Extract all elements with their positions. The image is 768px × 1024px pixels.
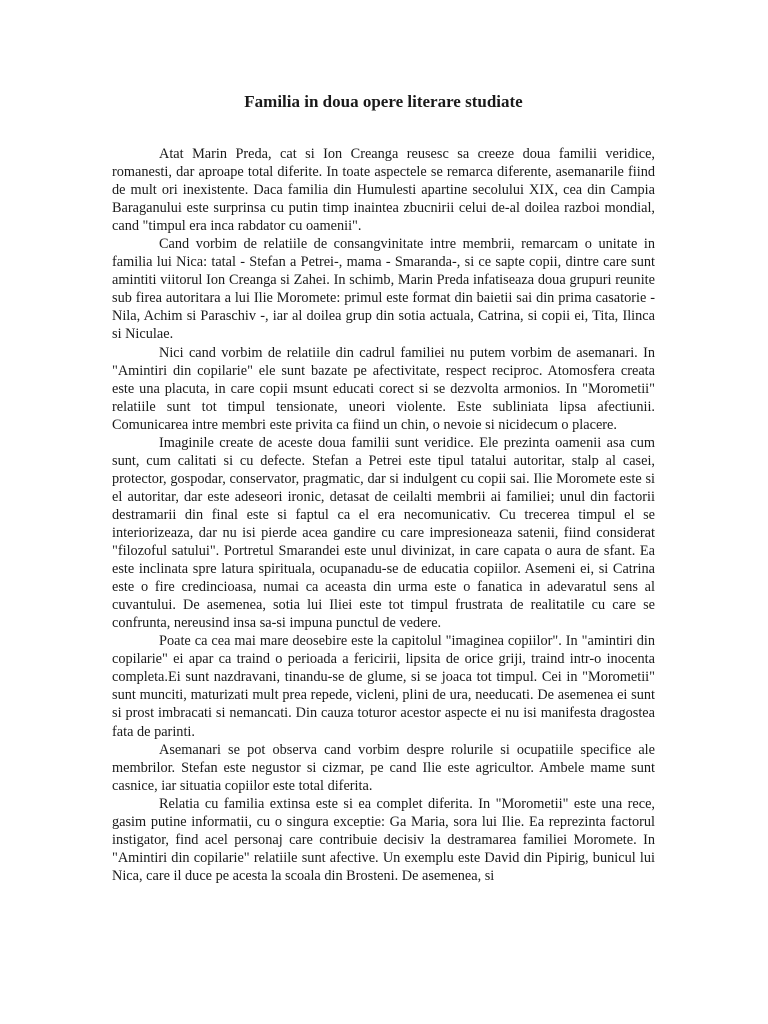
paragraph-1: Atat Marin Preda, cat si Ion Creanga reusesc sa creeze doua familii veridice, romanesti, dar aproape total diferite. In toate aspectele se remarca diferente, asemanarile fiind de mult ori inexistente. Daca familia din Humulesti apartine secolului XIX, cea din Campia Baraganului este surprinsa cu putin timp inaintea zbucnirii celui de-al doilea razboi mondial, cand "timpul era inca rabdator cu oamenii". [112, 146, 655, 235]
document-page [112, 92, 655, 885]
paragraph-5: Poate ca cea mai mare deosebire este la capitolul "imaginea copiilor". In "amintiri din copilarie" ei apar ca traind o perioada a fericirii, lipsita de orice griji, traind intr-o inocenta completa.Ei sunt nazdravani, tinandu-se de glume, si se joaca tot timpul. Cei in "Morometii" sunt munciti, maturizati mult prea repede, vicleni, plini de ura, needucati. De asemenea ei sunt si prost imbracati si nemancati. Din cauza toturor acestor aspecte ei nu isi manifesta dragostea fata de parinti. [112, 633, 655, 740]
paragraph-3: Nici cand vorbim de relatiile din cadrul familiei nu putem vorbim de asemanari. In "Amintiri din copilarie" ele sunt bazate pe afectivitate, respect reciproc. Atomosfera creata este una placuta, in care copii msunt educati corect si se dezvolta armonios. In "Morometii" relatiile sunt tot timpul tensionate, uneori violente. Este subliniata lipsa afectiunii. Comunicarea intre membri este privita ca fiind un chin, o nevoie si nicidecum o placere. [112, 344, 655, 433]
document-body [112, 145, 655, 885]
paragraph-2: Cand vorbim de relatiile de consangvinitate intre membrii, remarcam o unitate in familia lui Nica: tatal - Stefan a Petrei-, mama - Smaranda-, si ce sapte copii, dintre care sunt amintiti viitorul Ion Creanga si Zahei. In schimb, Marin Preda infatiseaza doua grupuri reunite sub firea autoritara a lui Ilie Moromete: primul este format din baietii sai din prima casatorie - Nila, Achim si Paraschiv -, iar al doilea grup din sotia actuala, Catrina, si copii ei, Tita, Ilinca si Niculae. [112, 236, 655, 343]
paragraph-7: Relatia cu familia extinsa este si ea complet diferita. In "Morometii" este una rece, gasim putine informatii, cu o singura exceptie: Ga Maria, sora lui Ilie. Ea reprezinta factorul instigator, find acel personaj care contribuie decisiv la destramarea familiei Moromete. In "Amintiri din copilarie" relatiile sunt afective. Un exemplu este David din Pipirig, bunicul lui Nica, care il duce pe acesta la scoala din Brosteni. De asemenea, si [112, 795, 655, 884]
document-title: Familia in doua opere literare studiate [244, 92, 523, 111]
paragraph-6: Asemanari se pot observa cand vorbim despre rolurile si ocupatiile specifice ale membrilor. Stefan este negustor si cizmar, pe cand Ilie este agricultor. Ambele mame sunt casnice, iar situatia copiilor este total diferita. [112, 741, 655, 794]
paragraph-4: Imaginile create de aceste doua familii sunt veridice. Ele prezinta oamenii asa cum sunt, cum calitati si cu defecte. Stefan a Petrei este tipul tatalui autoritar, stalp al casei, protector, gospodar, conservator, pragmatic, dar si indulgent cu copii sai. Ilie Moromete este si el autoritar, dar este adeseori ironic, detasat de ceilalti membrii ai familiei; unul din factorii destramarii din final este si faptul ca el era necomunicativ. Cu trecerea timpul el se interiorizeaza, dar nu isi pierde acea gandire cu care impresioneaza satenii, fiind considerat "filozoful satului". Portretul Smarandei este unul divinizat, in care capata o aura de sfant. Ea este inclinata spre latura spirituala, ocupanadu-se de educatia copiilor. Asemeni ei, si Catrina este o fire credincioasa, numai ca aceasta din urma este o fanatica in adevaratul sens al cuvantului. De asemenea, sotia lui Iliei este tot timpul frustrata de realitatile cu care se confrunta, nereusind insa sa-si impuna punctul de vedere. [112, 434, 655, 632]
